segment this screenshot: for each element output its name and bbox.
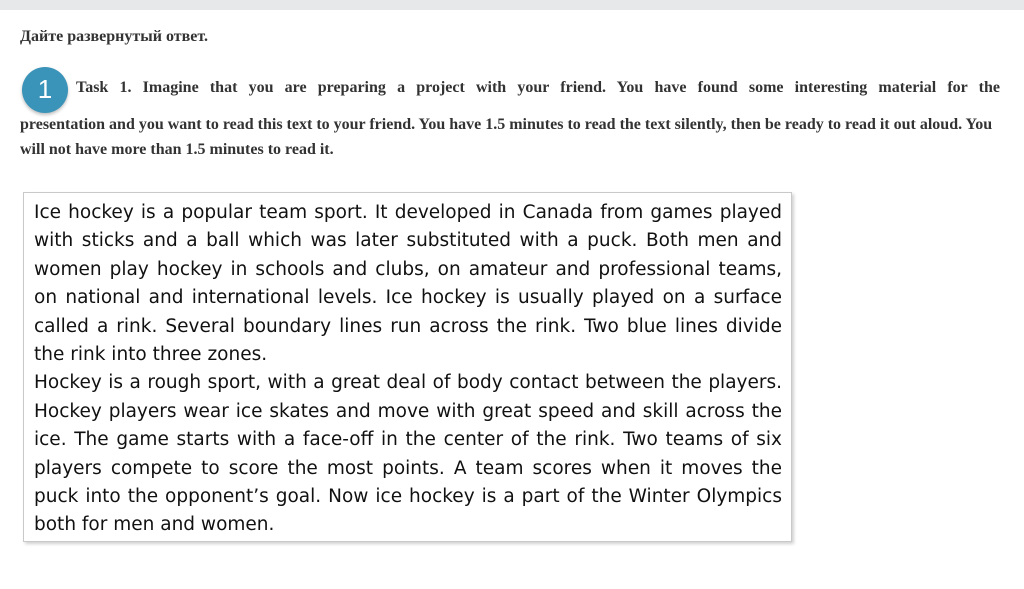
reading-text [34, 199, 782, 540]
reading-paragraph-2: Hockey is a rough sport, with a great deal of body contact between the players. Hockey players wear ice skates and move with great speed and skill across the ice. The game starts with a face-off in the center of the rink. Two teams of six players compete to score the most points. A team scores when it moves the puck into the opponent’s goal. Now ice hockey is a part of the Winter Olympics both for men and women. [34, 372, 782, 536]
task-text-line1: Task 1. Imagine that you are preparing a project with your friend. You have found some interesting material for the [76, 79, 1000, 96]
reading-paragraph-1: Ice hockey is a popular team sport. It developed in Canada from games played with sticks and a ball which was later substituted with a puck. Both men and women play hockey in schools and clubs, on amateur and professional teams, on national and international levels. Ice hockey is usually played on a surface called a rink. Several boundary lines run across the rink. Two blue lines divide the rink into three zones. [34, 202, 782, 366]
top-strip [0, 0, 1024, 10]
instruction-heading: Дайте развернутый ответ. [20, 28, 208, 45]
task-number-badge: 1 [22, 67, 68, 113]
reading-text-box [23, 192, 792, 542]
task-description [20, 72, 1000, 162]
task-text-rest: presentation and you want to read this text to your friend. You have 1.5 minutes to read the text silently, then be ready to read it out aloud. You will not have more than 1.5 minutes to read it. [20, 116, 993, 158]
